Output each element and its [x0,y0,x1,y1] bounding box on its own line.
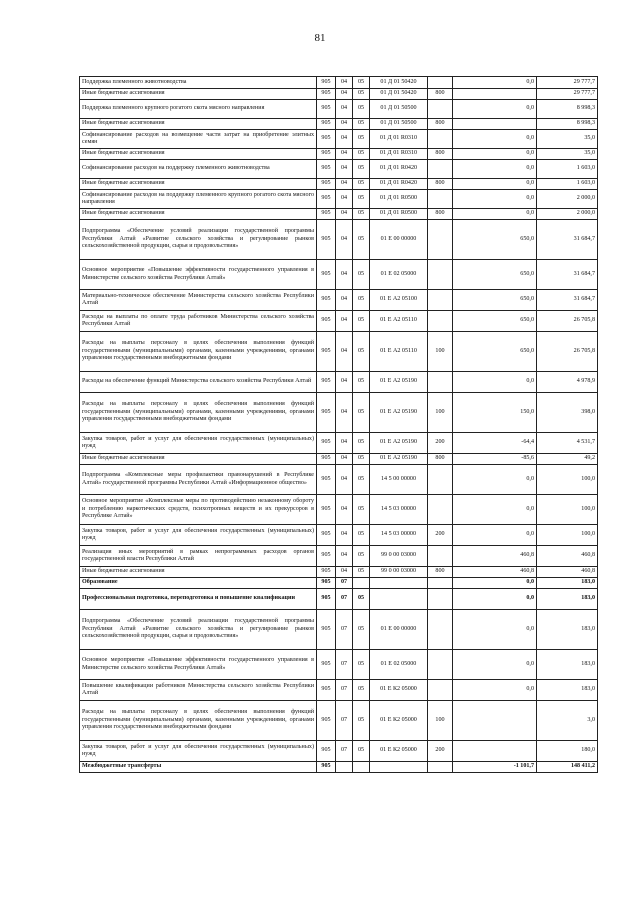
table-row [80,546,598,567]
expense-type-code [428,650,453,680]
table-row [80,393,598,433]
table-row [80,179,598,190]
row-name: Иные бюджетные ассигнования [80,149,317,160]
subsection-code: 05 [353,77,370,89]
expense-type-code [428,190,453,209]
total-amount: 148 411,2 [537,762,598,773]
change-amount: 460,8 [453,546,537,567]
table-row [80,589,598,610]
total-amount: 35,0 [537,130,598,149]
change-amount: 0,0 [453,465,537,495]
table-row [80,372,598,393]
subsection-code: 05 [353,393,370,433]
change-amount: 460,8 [453,567,537,578]
table-row [80,578,598,589]
table-row [80,332,598,372]
row-name: Поддержка племенного крупного рогатого скота мясного направления [80,100,317,119]
change-amount: 0,0 [453,680,537,701]
page-number: 81 [314,32,326,44]
total-amount: 183,0 [537,578,598,589]
section-code: 04 [336,332,353,372]
change-amount [453,741,537,762]
section-code: 04 [336,100,353,119]
ved-code: 905 [317,762,336,773]
budget-table [79,76,598,773]
table-row [80,525,598,546]
table-row [80,160,598,179]
section-code: 04 [336,495,353,525]
ved-code: 905 [317,119,336,130]
row-name: Расходы на обеспечение функций Министерства сельского хозяйства Республики Алтай [80,372,317,393]
ved-code: 905 [317,610,336,650]
ved-code: 905 [317,701,336,741]
ved-code: 905 [317,260,336,290]
ved-code: 905 [317,567,336,578]
row-name: Иные бюджетные ассигнования [80,567,317,578]
expense-type-code [428,578,453,589]
expense-type-code [428,160,453,179]
expense-type-code [428,372,453,393]
row-name: Подпрограмма «Комплексные меры профилактики правонарушений в Республике Алтай» государственной программы Республики Алтай «Информационное общество» [80,465,317,495]
total-amount: 29 777,7 [537,77,598,89]
total-amount: 31 684,7 [537,290,598,311]
row-name: Софинансирование расходов на возмещение части затрат на приобретение элитных семян [80,130,317,149]
target-article-code: 01 Е А2 05190 [370,454,428,465]
change-amount: 0,0 [453,589,537,610]
row-name: Иные бюджетные ассигнования [80,89,317,100]
total-amount: 35,0 [537,149,598,160]
section-code: 04 [336,149,353,160]
target-article-code: 01 Е К2 05000 [370,680,428,701]
ved-code: 905 [317,290,336,311]
target-article-code: 01 Е А2 05100 [370,290,428,311]
table-row [80,610,598,650]
expense-type-code: 800 [428,179,453,190]
ved-code: 905 [317,546,336,567]
row-name: Софинансирование расходов на поддержку племенного крупного рогатого скота мясного направления [80,190,317,209]
target-article-code: 01 Е 02 05000 [370,650,428,680]
section-code [336,762,353,773]
expense-type-code: 800 [428,209,453,220]
change-amount: 650,0 [453,260,537,290]
table-row [80,209,598,220]
subsection-code: 05 [353,290,370,311]
ved-code: 905 [317,393,336,433]
row-name: Иные бюджетные ассигнования [80,119,317,130]
target-article-code: 01 Д 01 R0500 [370,209,428,220]
total-amount: 100,0 [537,495,598,525]
row-name: Основное мероприятие «Повышение эффективности государственного управления в Министерстве сельского хозяйства Республики Алтай» [80,650,317,680]
table-row [80,130,598,149]
expense-type-code [428,290,453,311]
target-article-code: 01 Д 01 R0310 [370,149,428,160]
row-name: Закупка товаров, работ и услуг для обеспечения государственных (муниципальных) нужд [80,433,317,454]
expense-type-code [428,495,453,525]
expense-type-code: 800 [428,149,453,160]
target-article-code: 01 Д 01 50500 [370,100,428,119]
table-row [80,680,598,701]
ved-code: 905 [317,149,336,160]
change-amount: 0,0 [453,77,537,89]
table-row [80,650,598,680]
subsection-code: 05 [353,650,370,680]
section-code: 04 [336,119,353,130]
expense-type-code [428,260,453,290]
section-code: 04 [336,525,353,546]
expense-type-code: 200 [428,525,453,546]
ved-code: 905 [317,179,336,190]
expense-type-code: 800 [428,567,453,578]
section-code: 07 [336,680,353,701]
change-amount: 650,0 [453,332,537,372]
subsection-code: 05 [353,567,370,578]
ved-code: 905 [317,589,336,610]
ved-code: 905 [317,741,336,762]
total-amount: 2 000,0 [537,190,598,209]
change-amount [453,119,537,130]
expense-type-code: 800 [428,454,453,465]
change-amount: 0,0 [453,525,537,546]
section-code: 04 [336,220,353,260]
row-name: Иные бюджетные ассигнования [80,454,317,465]
section-code: 07 [336,650,353,680]
ved-code: 905 [317,454,336,465]
change-amount: 650,0 [453,290,537,311]
ved-code: 905 [317,220,336,260]
expense-type-code: 200 [428,741,453,762]
subsection-code: 05 [353,160,370,179]
subsection-code: 05 [353,589,370,610]
target-article-code: 01 Д 01 R0500 [370,190,428,209]
subsection-code: 05 [353,179,370,190]
subsection-code: 05 [353,311,370,332]
table-row [80,149,598,160]
change-amount: 0,0 [453,495,537,525]
row-name: Реализация иных мероприятий в рамках непрограммных расходов органов государственной власти Республики Алтай [80,546,317,567]
total-amount: 26 705,8 [537,311,598,332]
ved-code: 905 [317,578,336,589]
expense-type-code [428,100,453,119]
change-amount: 0,0 [453,179,537,190]
total-amount: 1 603,0 [537,160,598,179]
section-code: 04 [336,567,353,578]
target-article-code: 01 Е К2 05000 [370,701,428,741]
total-amount: 460,8 [537,546,598,567]
ved-code: 905 [317,77,336,89]
subsection-code: 05 [353,260,370,290]
table-row [80,119,598,130]
change-amount: 0,0 [453,650,537,680]
change-amount: 650,0 [453,311,537,332]
section-code: 04 [336,190,353,209]
total-amount: 183,0 [537,610,598,650]
subsection-code: 05 [353,680,370,701]
row-name: Повышение квалификации работников Министерства сельского хозяйства Республики Алтай [80,680,317,701]
total-amount: 100,0 [537,465,598,495]
total-amount: 26 705,8 [537,332,598,372]
total-amount: 3,0 [537,701,598,741]
section-code: 04 [336,433,353,454]
section-code: 07 [336,741,353,762]
change-amount [453,89,537,100]
target-article-code: 01 Д 01 R0420 [370,160,428,179]
subsection-code: 05 [353,433,370,454]
row-name: Профессиональная подготовка, переподготовка и повышение квалификации [80,589,317,610]
target-article-code: 01 Д 01 50500 [370,119,428,130]
section-code: 04 [336,393,353,433]
section-code: 04 [336,454,353,465]
total-amount: 8 998,3 [537,119,598,130]
expense-type-code: 100 [428,701,453,741]
target-article-code: 01 Д 01 50420 [370,77,428,89]
change-amount: 0,0 [453,130,537,149]
row-name: Закупка товаров, работ и услуг для обеспечения государственных (муниципальных) нужд [80,525,317,546]
total-amount: 4 978,9 [537,372,598,393]
total-amount: 29 777,7 [537,89,598,100]
subsection-code: 05 [353,495,370,525]
change-amount: 0,0 [453,100,537,119]
change-amount: 0,0 [453,209,537,220]
row-name: Материально-техническое обеспечение Министерства сельского хозяйства Республики Алтай [80,290,317,311]
target-article-code: 01 Е 00 00000 [370,220,428,260]
expense-type-code: 800 [428,89,453,100]
table-row [80,100,598,119]
subsection-code: 05 [353,100,370,119]
target-article-code: 99 0 00 03000 [370,567,428,578]
ved-code: 905 [317,650,336,680]
change-amount: 150,0 [453,393,537,433]
row-name: Расходы на выплаты персоналу в целях обеспечения выполнения функций государственными (муниципальными) органами, казенными учреждениями, органами управления государственными внебюджетными фондами [80,393,317,433]
subsection-code: 05 [353,119,370,130]
expense-type-code [428,589,453,610]
total-amount: 8 998,3 [537,100,598,119]
subsection-code: 05 [353,610,370,650]
ved-code: 905 [317,332,336,372]
table-row [80,465,598,495]
target-article-code [370,578,428,589]
change-amount: 0,0 [453,190,537,209]
expense-type-code [428,465,453,495]
table-row [80,311,598,332]
row-name: Закупка товаров, работ и услуг для обеспечения государственных (муниципальных) нужд [80,741,317,762]
target-article-code: 01 Д 01 50420 [370,89,428,100]
section-code: 07 [336,701,353,741]
section-code: 04 [336,260,353,290]
expense-type-code [428,130,453,149]
change-amount: 0,0 [453,372,537,393]
target-article-code: 01 Е 02 05000 [370,260,428,290]
ved-code: 905 [317,433,336,454]
target-article-code: 01 Е А2 05190 [370,433,428,454]
row-name: Расходы на выплаты по оплате труда работников Министерства сельского хозяйства Республики Алтай [80,311,317,332]
ved-code: 905 [317,525,336,546]
section-code: 04 [336,311,353,332]
ved-code: 905 [317,130,336,149]
ved-code: 905 [317,372,336,393]
expense-type-code [428,311,453,332]
total-amount: 31 684,7 [537,260,598,290]
change-amount: 0,0 [453,578,537,589]
change-amount: 0,0 [453,149,537,160]
expense-type-code: 200 [428,433,453,454]
subsection-code: 05 [353,130,370,149]
row-name: Образование [80,578,317,589]
subsection-code: 05 [353,454,370,465]
total-amount: 100,0 [537,525,598,546]
ved-code: 905 [317,311,336,332]
target-article-code: 01 Е А2 05190 [370,393,428,433]
table-row [80,741,598,762]
ved-code: 905 [317,190,336,209]
section-code: 04 [336,130,353,149]
target-article-code: 14 5 03 00000 [370,525,428,546]
change-amount: 0,0 [453,160,537,179]
total-amount: 183,0 [537,650,598,680]
section-code: 04 [336,89,353,100]
ved-code: 905 [317,100,336,119]
section-code: 07 [336,578,353,589]
change-amount: -85,6 [453,454,537,465]
table-row [80,220,598,260]
change-amount: 650,0 [453,220,537,260]
change-amount [453,701,537,741]
table-row [80,77,598,89]
total-amount: 183,0 [537,680,598,701]
table-row [80,762,598,773]
ved-code: 905 [317,465,336,495]
subsection-code: 05 [353,465,370,495]
target-article-code: 14 5 00 00000 [370,465,428,495]
ved-code: 905 [317,160,336,179]
section-code: 07 [336,589,353,610]
table-row [80,260,598,290]
section-code: 04 [336,372,353,393]
section-code: 04 [336,465,353,495]
target-article-code: 01 Е А2 05110 [370,332,428,372]
row-name: Расходы на выплаты персоналу в целях обеспечения выполнения функций государственными (муниципальными) органами, казенными учреждениями, органами управления государственными внебюджетными фондами [80,332,317,372]
subsection-code: 05 [353,741,370,762]
total-amount: 460,8 [537,567,598,578]
change-amount: -1 101,7 [453,762,537,773]
subsection-code [353,578,370,589]
total-amount: 180,0 [537,741,598,762]
table-row [80,701,598,741]
target-article-code: 01 Е А2 05110 [370,311,428,332]
total-amount: 183,0 [537,589,598,610]
expense-type-code: 100 [428,393,453,433]
row-name: Поддержка племенного животноводства [80,77,317,89]
total-amount: 31 684,7 [537,220,598,260]
subsection-code: 05 [353,546,370,567]
section-code: 04 [336,160,353,179]
row-name: Иные бюджетные ассигнования [80,209,317,220]
expense-type-code [428,610,453,650]
target-article-code: 01 Д 01 R0310 [370,130,428,149]
ved-code: 905 [317,680,336,701]
subsection-code: 05 [353,525,370,546]
target-article-code: 01 Е 00 00000 [370,610,428,650]
table-row [80,495,598,525]
expense-type-code [428,77,453,89]
table-row [80,433,598,454]
subsection-code: 05 [353,209,370,220]
ved-code: 905 [317,495,336,525]
subsection-code: 05 [353,89,370,100]
subsection-code: 05 [353,701,370,741]
expense-type-code: 100 [428,332,453,372]
ved-code: 905 [317,209,336,220]
subsection-code: 05 [353,149,370,160]
row-name: Подпрограмма «Обеспечение условий реализации государственной программы Республики Алтай «Развитие сельского хозяйства и регулирование рынков сельскохозяйственной продукции, сырья и продовольствия» [80,220,317,260]
expense-type-code: 800 [428,119,453,130]
expense-type-code [428,220,453,260]
row-name: Подпрограмма «Обеспечение условий реализации государственной программы Республики Алтай «Развитие сельского хозяйства и регулирование рынков сельскохозяйственной продукции, сырья и продовольствия» [80,610,317,650]
section-code: 04 [336,209,353,220]
total-amount: 398,0 [537,393,598,433]
table-row [80,89,598,100]
target-article-code: 14 5 03 00000 [370,495,428,525]
row-name: Расходы на выплаты персоналу в целях обеспечения выполнения функций государственными (муниципальными) органами, казенными учреждениями, органами управления государственными внебюджетными фондами [80,701,317,741]
change-amount: 0,0 [453,610,537,650]
subsection-code: 05 [353,332,370,372]
expense-type-code [428,546,453,567]
target-article-code [370,589,428,610]
row-name: Софинансирование расходов на поддержку племенного животноводства [80,160,317,179]
target-article-code: 01 Е А2 05190 [370,372,428,393]
table-row [80,567,598,578]
ved-code: 905 [317,89,336,100]
section-code: 04 [336,77,353,89]
table-row [80,290,598,311]
subsection-code: 05 [353,372,370,393]
row-name: Межбюджетные трансферты [80,762,317,773]
subsection-code: 05 [353,190,370,209]
target-article-code: 99 0 00 03000 [370,546,428,567]
row-name: Иные бюджетные ассигнования [80,179,317,190]
row-name: Основное мероприятие «Комплексные меры по противодействию незаконному обороту и потреблению наркотических средств, психотропных веществ и их прекурсоров в Республике Алтай» [80,495,317,525]
subsection-code: 05 [353,220,370,260]
subsection-code [353,762,370,773]
change-amount: -64,4 [453,433,537,454]
section-code: 04 [336,546,353,567]
total-amount: 2 000,0 [537,209,598,220]
total-amount: 1 603,0 [537,179,598,190]
expense-type-code [428,762,453,773]
total-amount: 49,2 [537,454,598,465]
section-code: 04 [336,290,353,311]
section-code: 04 [336,179,353,190]
row-name: Основное мероприятие «Повышение эффективности государственного управления в Министерстве сельского хозяйства Республики Алтай» [80,260,317,290]
table-row [80,454,598,465]
target-article-code [370,762,428,773]
target-article-code: 01 Е К2 05000 [370,741,428,762]
target-article-code: 01 Д 01 R0420 [370,179,428,190]
section-code: 07 [336,610,353,650]
total-amount: 4 531,7 [537,433,598,454]
expense-type-code [428,680,453,701]
table-row [80,190,598,209]
